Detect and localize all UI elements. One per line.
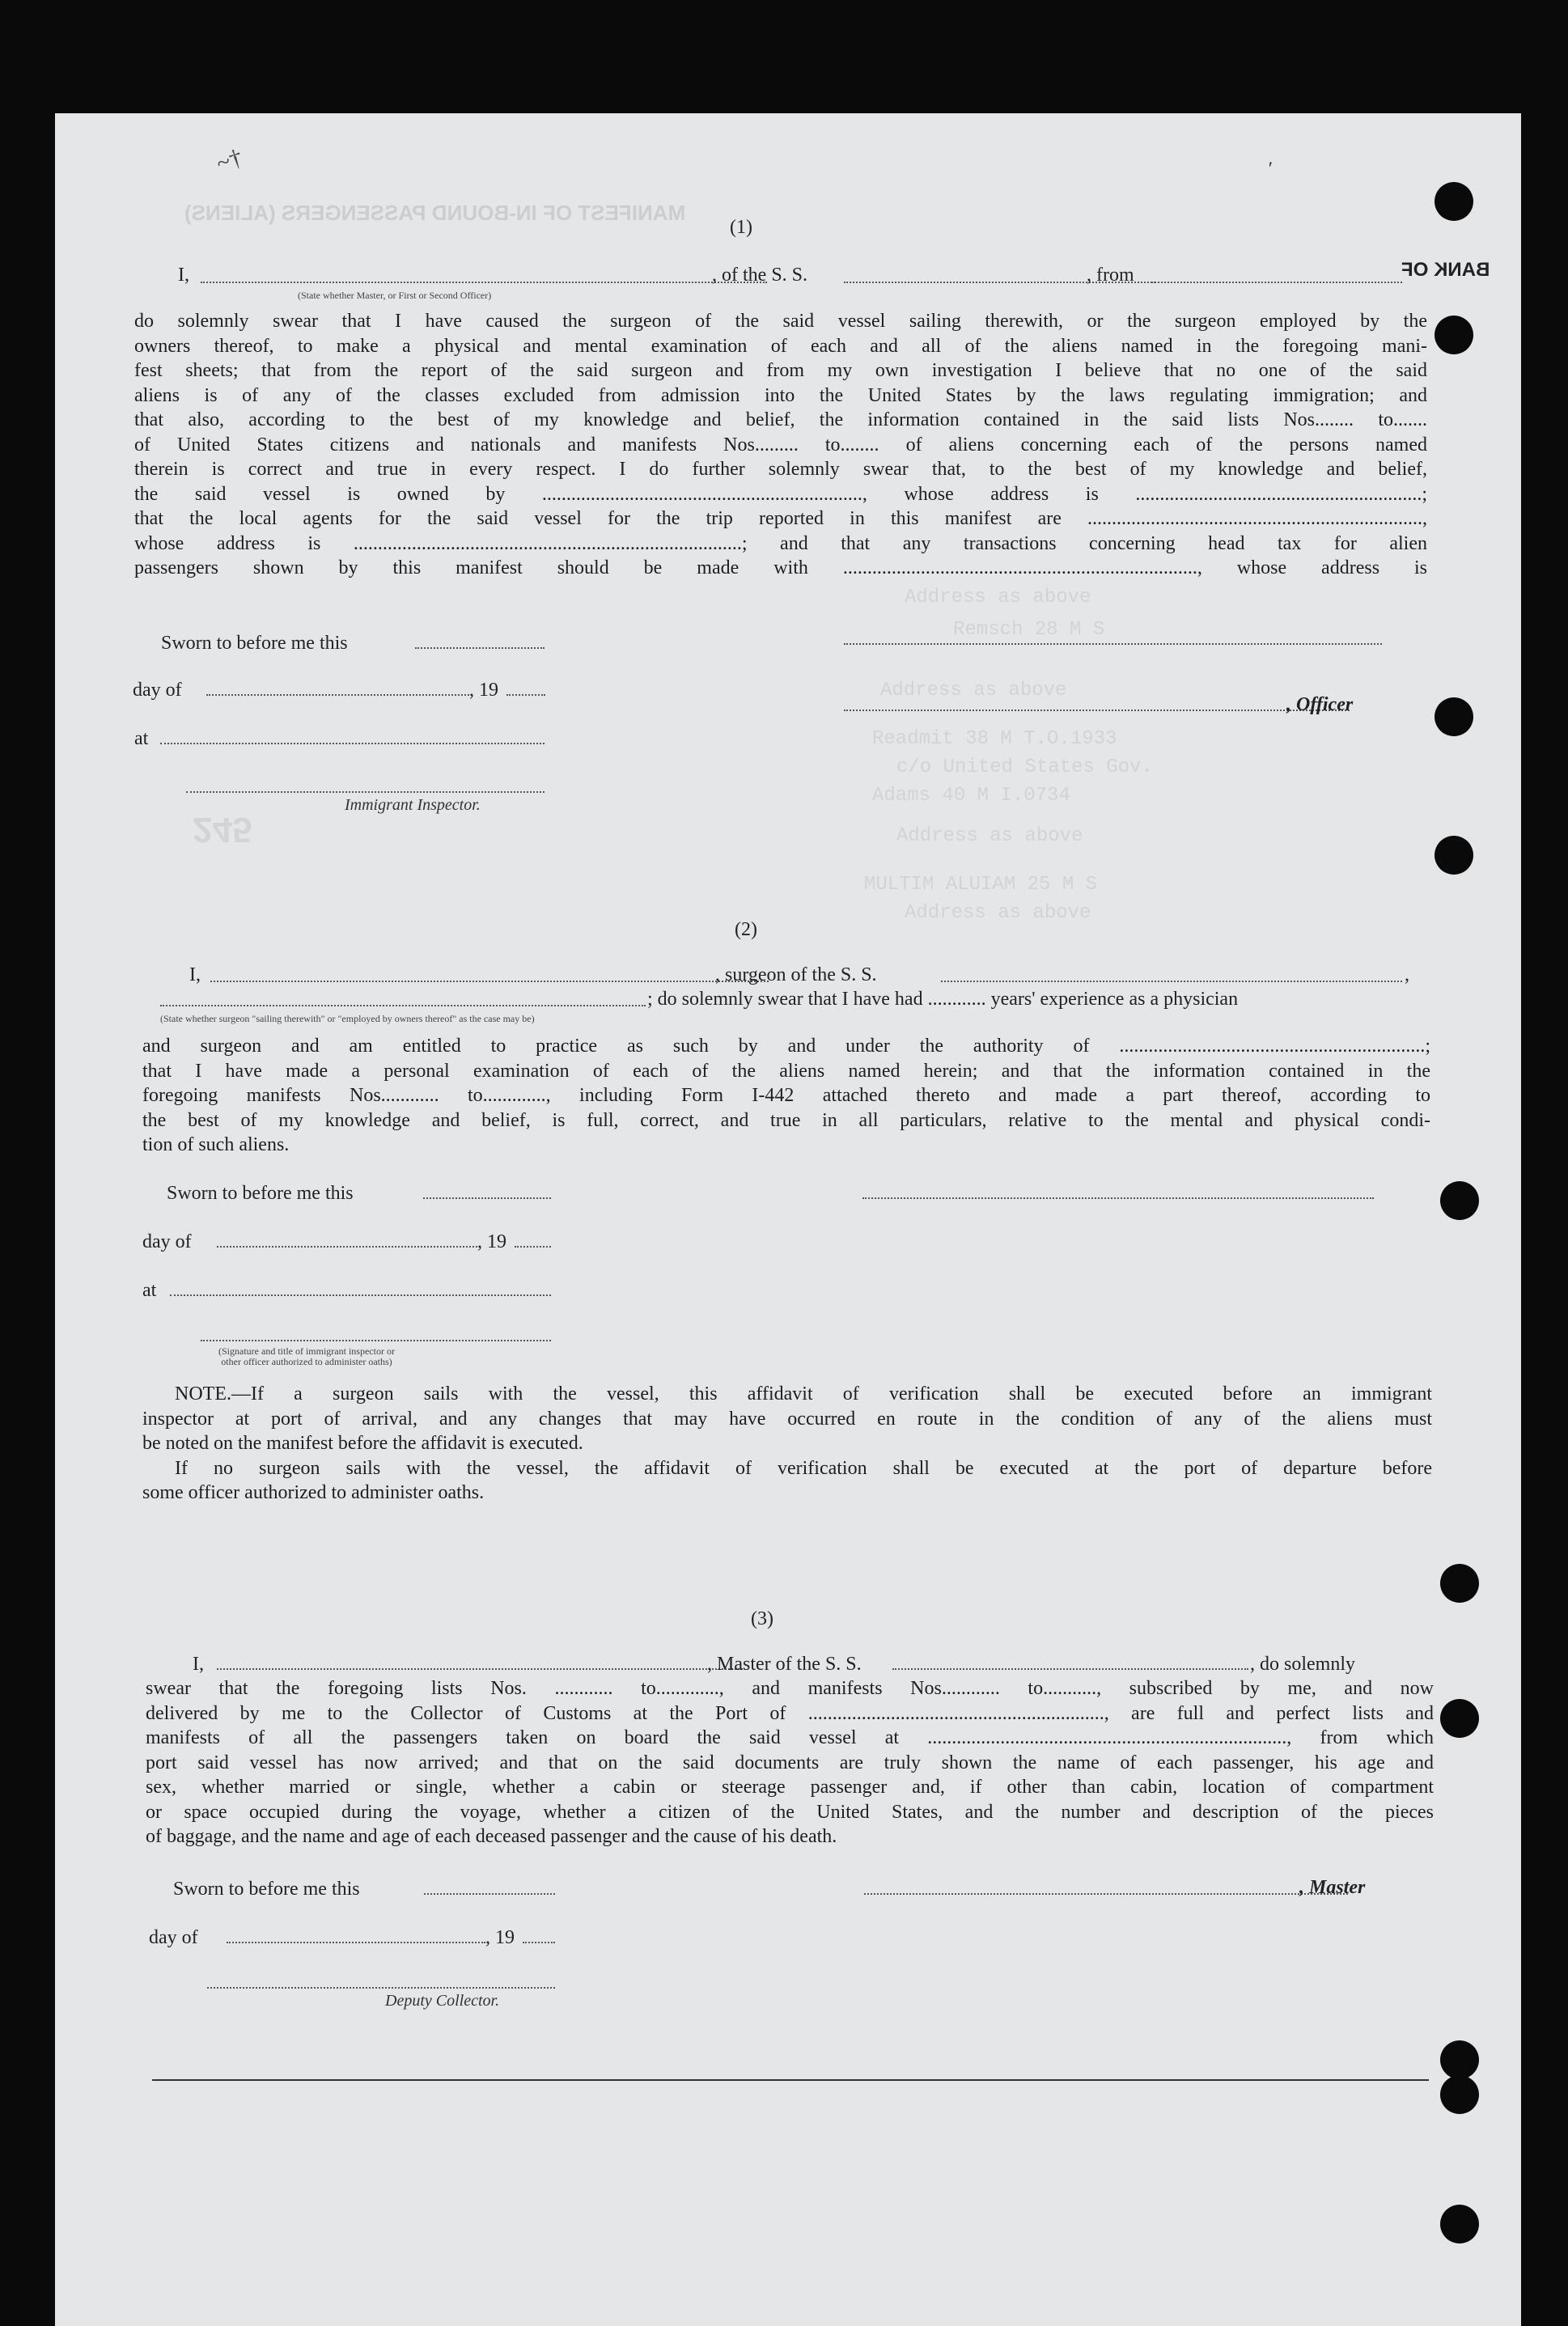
paragraph-line: and surgeon and am entitled to practice as such by and under the authority of ...............................................................;: [142, 1036, 1430, 1057]
section3-day-label: day of: [149, 1927, 198, 1948]
from-port-field[interactable]: [1151, 282, 1402, 283]
section1-vessel-label: , of the S. S.: [712, 265, 808, 286]
section2-at-field[interactable]: [170, 1294, 551, 1296]
punch-hole: [1440, 2040, 1479, 2079]
paragraph-line: that also, according to the best of my knowledge and belief, the information contained in the said lists Nos........ to.......: [134, 409, 1427, 430]
section1-sworn-date-field[interactable]: [415, 647, 545, 649]
section3-day-field[interactable]: [227, 1942, 485, 1943]
section2-sworn-label: Sworn to before me this: [167, 1183, 354, 1204]
section3-sworn-label: Sworn to before me this: [173, 1879, 360, 1900]
section1-year-field[interactable]: [506, 694, 545, 696]
section3-sworn-date-field[interactable]: [424, 1893, 555, 1895]
paragraph-line: swear that the foregoing lists Nos. ............ to............., and manifests Nos............ to..........., subscribed by me, and now: [146, 1678, 1434, 1699]
section1-day-label: day of: [133, 680, 182, 701]
paragraph-line: tion of such aliens.: [142, 1134, 290, 1155]
section3-master-signature-field[interactable]: [864, 1893, 1348, 1895]
officer-label: , Officer: [1286, 694, 1354, 715]
paragraph-line: therein is correct and true in every respect. I do further solemnly swear that, to the best of my knowledge and belief,: [134, 459, 1427, 480]
section3-number: (3): [751, 1608, 773, 1629]
note-line: NOTE.—If a surgeon sails with the vessel, this affidavit of verification shall be executed before an immigrant: [175, 1383, 1432, 1404]
section1-day-field[interactable]: [206, 694, 469, 696]
section2-year-field[interactable]: [515, 1246, 551, 1248]
surgeon-signature-field[interactable]: [862, 1197, 1374, 1199]
punch-hole: [1440, 2075, 1479, 2114]
section2-caption: (State whether surgeon "sailing therewith" or "employed by owners thereof" as the case may be): [160, 1013, 535, 1024]
master-name-field[interactable]: [201, 282, 767, 283]
collector-signature-field[interactable]: [207, 1987, 555, 1989]
section1-at-label: at: [134, 728, 149, 749]
note-line: If no surgeon sails with the vessel, the affidavit of verification shall be executed at the port of departure before: [175, 1457, 1432, 1479]
section2-at-label: at: [142, 1280, 157, 1301]
punch-hole: [1440, 1699, 1479, 1738]
punch-hole: [1435, 697, 1473, 736]
punch-hole: [1440, 2205, 1479, 2243]
section3-year-field[interactable]: [523, 1942, 555, 1943]
section2-note: [142, 1382, 1432, 1506]
note-line: inspector at port of arrival, and any changes that may have occurred en route in the condition of any of the aliens must: [142, 1408, 1432, 1430]
paragraph-line: or space occupied during the voyage, whether a citizen of the United States, and the number and description of the pieces: [146, 1801, 1434, 1823]
paragraph-line: fest sheets; that from the report of the said surgeon and from my own investigation I believe that no one of the said: [134, 360, 1427, 381]
section1-caption: (State whether Master, or First or Second Officer): [298, 290, 492, 301]
paragraph-line: whose address is ................................................................................; and that any transactions concerning head tax for alien: [134, 532, 1427, 554]
section3-year-label: , 19: [485, 1927, 515, 1948]
section2-line2: ; do solemnly swear that I have had ............ years' experience as a physician: [647, 989, 1239, 1010]
inspector-signature-field[interactable]: [186, 791, 545, 793]
section2-number: (2): [735, 919, 757, 940]
section2-day-field[interactable]: [217, 1246, 477, 1248]
paragraph-line: owners thereof, to make a physical and mental examination of each and all of the aliens named in the foregoing mani-: [134, 335, 1427, 357]
section2-paragraph: [142, 1034, 1430, 1158]
surgeon-name-field[interactable]: [210, 981, 769, 982]
section2-comma: ,: [1405, 964, 1409, 985]
section3-master-label: , Master of the S. S.: [707, 1654, 862, 1675]
section1-number: (1): [730, 217, 752, 238]
section2-sig-caption: (Signature and title of immigrant inspector or other officer authorized to administer oaths): [218, 1345, 395, 1367]
inspector-caption: Immigrant Inspector.: [345, 796, 481, 814]
section1-year-label: , 19: [469, 680, 498, 701]
surgeon-status-field[interactable]: [160, 1005, 646, 1006]
note-line: be noted on the manifest before the affidavit is executed.: [142, 1433, 583, 1454]
paragraph-line: the said vessel is owned by .................................................................., whose address is ...........................................................;: [134, 483, 1427, 505]
section3-master-name-field[interactable]: [217, 1668, 743, 1670]
master-label: , Master: [1299, 1877, 1366, 1898]
collector-caption: Deputy Collector.: [385, 1992, 500, 2010]
section1-signature-field[interactable]: [844, 643, 1382, 645]
section3-paragraph: [146, 1676, 1434, 1849]
bottom-rule: [152, 2079, 1429, 2081]
manifest-back-sheet: MANIFEST OF IN-BOUND PASSENGERS (ALIENS) Address as above Remsch 28 M S Address as above Readmit 38 M T.O.1933 c/o United States Gov. Adams 40 M I.0734 Address as above MULTIM ALUIAM 25 M S Address as above 245 (1) I, , of the S. S. , from (State whether Master, or First or Second Officer) do solemnly swear that I have caused the surgeon of the said vessel sailing therewith, or the surgeon employed by the owners thereof, to make a physical and mental examination of each and all of the aliens named in the foregoing mani- fest sheets; that from the report of the said surgeon and from my own investigation I believe that no one of the said aliens is of any of the classes excluded from admission into the United States by the laws regulating immigration; and that also, according to the best of my knowledge and belief, the information contained in the said lists Nos........ to....... of United States citizens and nationals and manifests Nos......... to........ of aliens concerning each of the persons named therein is correct and true in every respect. I do further solemnly swear that, to the best of my knowledge and belief, the said vessel is owned by .................................................................., whose address is ...........................................................; that the local agents for the said vessel for the trip reported in this manifest are ....................................................................., whose address is ................................................................................; and that any transactions concerning head tax for alien passengers shown by this manifest should be made with ........................................................................., whose address is Sworn to before me this day of , 19 at Immigrant Inspector. , Officer (2) I, , surgeon of the S. S. , ; do solemnly swear that I have had ............ years' experience as a physician (State whether surgeon "sailing therewith" or "employed by owners thereof" as the case may be) and surgeon and am entitled to practice as such by and under the authority of ...............................................................; that I have made a personal examination of each of the aliens named herein; and that the information contained in the foregoing manifests Nos............ to............., including Form I-442 attached thereto and made a part thereof, according to the best of my knowledge and belief, is full, correct, and true in all particulars, relative to the mental and physical condi- tion of such aliens. Sworn to before me this day of , 19 at (Signature and title of immigrant inspector or other officer authorized to administer oaths) NOTE.—If a surgeon sails with the vessel, this affidavit of verification shall be executed before an immigrant inspector at port of arrival, and any changes that may have occurred en route in the condition of any of the aliens must be noted on the manifest before the affidavit is executed. If no surgeon sails with the vessel, the affidavit of verification shall be executed at the port of departure before some officer authorized to administer oaths. (3) I, , Master of the S. S. , do solemnly swear that the foregoing lists Nos. ............ to............., and manifests Nos............ to..........., subscribed by me, and now delivered by me to the Collector of Customs at the Port of ............................................................., are full and perfect lists and manifests of all the passengers taken on board the said vessel at .........................................................................., from which port said vessel has now arrived; and that on the said documents are truly shown the name of each passenger, his age and sex, whether married or single, whether a cabin or steerage passenger and, if other than cabin, location of compartment or space occupied during the voyage, whether a citizen of the United States, and the number and description of the pieces of baggage, and the name and age of each deceased passenger and the cause of his death. Sworn to before me this day of , 19 Deputy Collector. , Master ~† ′ BANK OF: [55, 113, 1521, 2326]
officer-signature-field[interactable]: [844, 710, 1350, 711]
note-line: some officer authorized to administer oaths.: [142, 1482, 485, 1503]
section3-vessel-field[interactable]: [892, 1668, 1248, 1670]
section1-at-field[interactable]: [160, 743, 545, 744]
punch-hole: [1440, 1564, 1479, 1603]
paragraph-line: port said vessel has now arrived; and that on the said documents are truly shown the name of each passenger, his age and: [146, 1752, 1434, 1773]
section2-year-label: , 19: [477, 1231, 506, 1252]
paragraph-line: aliens is of any of the classes excluded from admission into the United States by the laws regulating immigration; and: [134, 384, 1427, 406]
paragraph-line: delivered by me to the Collector of Customs at the Port of ............................................................., are full and perfect lists and: [146, 1702, 1434, 1724]
paragraph-line: of United States citizens and nationals and manifests Nos......... to........ of aliens concerning each of the persons named: [134, 434, 1427, 455]
section2-sworn-date-field[interactable]: [423, 1197, 551, 1199]
section2-inspector-signature-field[interactable]: [201, 1340, 551, 1341]
section3-prefix: I,: [193, 1654, 204, 1675]
paragraph-line: of baggage, and the name and age of each deceased passenger and the cause of his death.: [146, 1826, 837, 1847]
paragraph-line: the best of my knowledge and belief, is full, correct, and true in all particulars, relative to the mental and physical condi-: [142, 1109, 1430, 1131]
punch-hole: [1435, 316, 1473, 354]
section1-prefix: I,: [178, 265, 189, 286]
punch-hole: [1435, 182, 1473, 221]
paragraph-line: that the local agents for the said vessel for the trip reported in this manifest are .....................................................................,: [134, 508, 1427, 529]
paragraph-line: do solemnly swear that I have caused the surgeon of the said vessel sailing therewith, or the surgeon employed by the: [134, 311, 1427, 332]
section1-paragraph: [134, 309, 1427, 581]
section2-day-label: day of: [142, 1231, 192, 1252]
surgeon-vessel-field[interactable]: [941, 981, 1402, 982]
section1-sworn-label: Sworn to before me this: [161, 633, 348, 654]
paragraph-line: sex, whether married or single, whether a cabin or steerage passenger and, if other than cabin, location of compartment: [146, 1777, 1434, 1798]
section2-prefix: I,: [189, 964, 201, 985]
paragraph-line: foregoing manifests Nos............ to............., including Form I-442 attached thereto and made a part thereof, according to: [142, 1085, 1430, 1106]
section1-from-label: , from: [1087, 265, 1134, 286]
section2-surgeon-label: , surgeon of the S. S.: [715, 964, 877, 985]
paragraph-line: that I have made a personal examination of each of the aliens named herein; and that the information contained in the: [142, 1060, 1430, 1082]
paragraph-line: manifests of all the passengers taken on board the said vessel at .........................................................................., from which: [146, 1727, 1434, 1748]
section3-line1-end: , do solemnly: [1250, 1654, 1355, 1675]
edge-header: BANK OF: [1401, 259, 1490, 281]
punch-hole: [1440, 1181, 1479, 1220]
punch-hole: [1435, 836, 1473, 875]
paragraph-line: passengers shown by this manifest should be made with ........................................................................., whose address is: [134, 557, 1427, 578]
tick-mark: ′: [1269, 158, 1273, 178]
pencil-mark: ~†: [213, 144, 246, 178]
